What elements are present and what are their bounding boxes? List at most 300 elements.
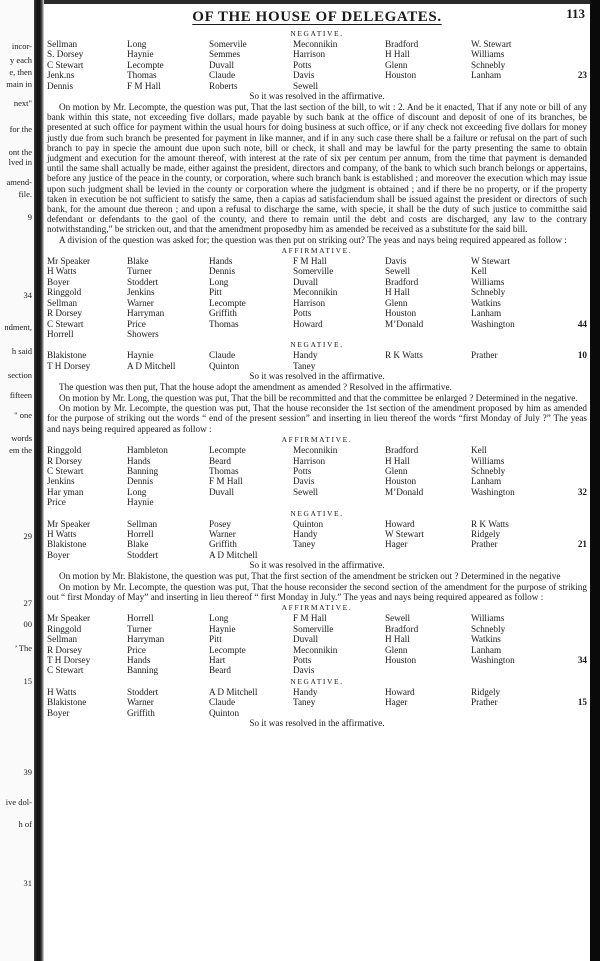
delegate-name: Showers — [127, 328, 159, 339]
running-header — [47, 6, 587, 28]
margin-fragment: next" — [13, 98, 32, 108]
delegate-name: Thomas — [209, 465, 239, 476]
vote-total — [561, 476, 587, 486]
delegate-name: Hager — [385, 697, 408, 708]
margin-fragment: 39 — [23, 767, 32, 777]
delegate-name: Sewell — [385, 266, 411, 277]
delegate-name: Hart — [209, 655, 226, 666]
delegate-name: Harrison — [293, 49, 326, 60]
delegate-name: Duvall — [209, 486, 235, 497]
delegate-name: Semmes — [209, 49, 241, 60]
delegate-name — [471, 497, 561, 507]
delegate-name: Davis — [293, 70, 315, 81]
vote-total: 10 — [577, 350, 587, 361]
page-number: 113 — [566, 6, 585, 21]
margin-fragment: 31 — [23, 878, 32, 888]
delegate-name: Hands — [127, 655, 151, 666]
delegate-name: A D Mitchell — [209, 549, 258, 560]
delegate-name: Lanham — [471, 644, 502, 655]
margin-fragment: ndment, — [4, 322, 32, 332]
margin-fragment: 27 — [23, 598, 32, 608]
delegate-name: R Dorsey — [47, 308, 82, 319]
motion-paragraph: On motion by Mr. Long, the question was put, That the bill be recommitted and that the committee be enlarged ? Determined in the negative. — [59, 392, 578, 403]
delegate-name: Howard — [293, 318, 323, 329]
motion-paragraph: On motion by Mr. Blakistone, the question was put, That the first section of the amendment be stricken out ? Determined in the negative — [59, 571, 561, 582]
delegate-name: Howard — [385, 518, 415, 529]
vote-result: So it was resolved in the affirmative. — [249, 91, 385, 102]
delegate-name: W Stewart — [471, 256, 510, 267]
delegate-name: R K Watts — [471, 518, 509, 529]
delegate-name: Hands — [209, 256, 233, 267]
vote-table — [47, 613, 587, 675]
vote-total — [561, 266, 587, 276]
previous-page-margin — [0, 0, 34, 961]
delegate-name: Haynie — [127, 49, 154, 60]
delegate-name: Howard — [385, 686, 415, 697]
delegate-name: Boyer — [47, 707, 70, 718]
delegate-name: Lecompte — [209, 644, 246, 655]
delegate-name: F M Hall — [293, 613, 327, 624]
delegate-name: Lanham — [471, 476, 502, 487]
vote-total — [561, 81, 587, 91]
delegate-name: Meconnikin — [293, 39, 338, 49]
vote-label: NEGATIVE. — [290, 508, 344, 518]
delegate-name: Lanham — [471, 308, 502, 319]
vote-total — [561, 277, 587, 287]
vote-block — [47, 340, 587, 382]
delegate-name: H Watts — [47, 529, 77, 540]
delegate-name: Handy — [293, 529, 318, 540]
delegate-name: Kell — [471, 445, 487, 456]
vote-total — [561, 613, 587, 623]
book-gutter-shadow — [34, 0, 44, 961]
delegate-name: Bradford — [385, 39, 419, 49]
delegate-name: F M Hall — [293, 256, 327, 267]
delegate-name: Glenn — [385, 465, 408, 476]
delegate-name: Griffith — [209, 539, 237, 550]
delegate-name: Handy — [293, 686, 318, 697]
delegate-name: Taney — [293, 360, 316, 371]
delegate-name: Griffith — [127, 707, 155, 718]
vote-table — [47, 445, 587, 507]
delegate-name: Mr Speaker — [47, 256, 91, 267]
vote-total — [561, 256, 587, 266]
delegate-name: Potts — [293, 59, 312, 70]
vote-total: 23 — [577, 70, 587, 81]
delegate-name: Haynie — [127, 497, 154, 508]
delegate-name: H Watts — [47, 686, 77, 697]
vote-table — [47, 350, 587, 371]
delegate-name: Lecompte — [127, 59, 164, 70]
delegate-name: Williams — [471, 49, 505, 60]
vote-result: So it was resolved in the affirmative. — [249, 560, 385, 571]
delegate-name — [385, 329, 471, 339]
vote-label: AFFIRMATIVE. — [281, 603, 353, 613]
delegate-name: Mr Speaker — [47, 613, 91, 624]
delegate-name: Meconnikin — [293, 287, 338, 298]
delegate-name: Somervile — [209, 39, 247, 49]
delegate-name: Warner — [127, 297, 154, 308]
delegate-name — [385, 81, 471, 91]
delegate-name: Banning — [127, 665, 159, 676]
vote-total — [561, 665, 587, 675]
delegate-name: Horrell — [127, 613, 154, 624]
scan-border — [590, 0, 600, 961]
delegate-name: Turner — [127, 623, 152, 634]
delegate-name: Roberts — [209, 80, 238, 91]
motion-paragraph: On motion by Mr. Lecompte, the question was put, That the last section of the bill, to wit : 2. And be it enacted, That if any note or bill of any bank within this state, not exceeding five dollars, made payable by such bank at the office of discount and deposit of one of its branches, be presented at such office for payment within the usual hours for doing business at such office, or if any check not exceeding five dollars for money justly due from such branch be presented for payment in like manner, and if in any such case there shall be a failure or refusal on the part of such branch to pay in specie the amount due upon such note, bill or check, it shall and may be lawful for the party presenting the same to obtain judgment and execution for the amount thereof, with interest at the rate of six per centum per annum, from the time that payment is demanded until the same shall actually be made, either against the president, directors and company, of the bank to which such branch belongs or appertains, before any justice of the peace in the county, or corporation, where such branch bank is established ; and moreover the execution which may issue upon such judgment shall be levied in the county or corporation where the judgment is obtained ; and if there be no property, or if the property taken in execution be not sufficient to satisfy the same, then a capias ad satisfaciendum shall be issued against the president or directors of such bank, for the amount due thereon ; and upon a refusal to discharge the same, with specie, it shall be the duty of such justice to committhe said defendant or defendants to the gaol of the county, and there to remain until the debt and costs are discharged, any law to the contrary notwithstanding,” be stricken out, and that the amendment proposedby him as amended be received as a substitute for the said bill. — [47, 102, 587, 235]
delegate-name: Claude — [209, 70, 236, 81]
delegate-name: Lecompte — [209, 297, 246, 308]
delegate-name: Harrison — [293, 455, 326, 466]
delegate-name: Stoddert — [127, 686, 159, 697]
delegate-name: F M Hall — [127, 80, 161, 91]
vote-total: 15 — [577, 697, 587, 708]
margin-fragment: y each — [10, 55, 32, 65]
delegate-name: Warner — [209, 529, 236, 540]
delegate-name: W. Stewart — [471, 39, 512, 49]
vote-total — [561, 687, 587, 697]
delegate-name: Jenk.ns — [47, 70, 75, 81]
delegate-name: Prather — [471, 697, 498, 708]
delegate-name: Quinton — [209, 360, 240, 371]
delegate-name: Long — [127, 486, 147, 497]
vote-total — [561, 645, 587, 655]
margin-fragment: em the — [9, 445, 32, 455]
vote-label: AFFIRMATIVE. — [281, 435, 353, 445]
vote-result: So it was resolved in the affirmative. — [249, 371, 385, 382]
delegate-name: Horrell — [47, 328, 74, 339]
delegate-name — [293, 497, 385, 507]
delegate-name: Blakistone — [47, 697, 87, 708]
delegate-name: Somerville — [293, 266, 334, 277]
delegate-name: H Hall — [385, 287, 410, 298]
vote-block — [47, 603, 587, 675]
delegate-name — [471, 665, 561, 675]
margin-fragment: lved in — [8, 157, 32, 167]
delegate-name: Ridgely — [471, 529, 501, 540]
delegate-name: Quinton — [209, 707, 240, 718]
vote-total — [561, 298, 587, 308]
vote-table — [47, 256, 587, 339]
vote-total — [561, 708, 587, 718]
delegate-name — [471, 81, 561, 91]
delegate-name: Sewell — [293, 80, 319, 91]
delegate-name: Hands — [127, 455, 151, 466]
delegate-name: Duvall — [209, 59, 235, 70]
delegate-name: Claude — [209, 350, 236, 361]
delegate-name: Sellman — [127, 518, 158, 529]
vote-total — [561, 456, 587, 466]
delegate-name: Blake — [127, 256, 149, 267]
delegate-name: Lecompte — [209, 445, 246, 456]
delegate-name: Thomas — [209, 318, 239, 329]
vote-result: So it was resolved in the affirmative. — [249, 718, 385, 729]
margin-fragment: words — [11, 433, 32, 443]
vote-total — [561, 49, 587, 59]
delegate-name: S. Dorsey — [47, 49, 84, 60]
page-top-edge — [44, 0, 590, 4]
delegate-name: H Hall — [385, 455, 410, 466]
delegate-name — [471, 329, 561, 339]
vote-total: 21 — [577, 539, 587, 550]
delegate-name: Williams — [471, 455, 505, 466]
delegate-name: Haynie — [127, 350, 154, 361]
delegate-name: Davis — [293, 476, 315, 487]
margin-fragment: h said — [11, 346, 32, 356]
delegate-name: W Stewart — [385, 529, 424, 540]
delegate-name: Bradford — [385, 276, 419, 287]
vote-total — [561, 529, 587, 539]
delegate-name: Schnebly — [471, 623, 506, 634]
delegate-name: Harrison — [293, 297, 326, 308]
vote-table — [47, 39, 587, 91]
delegate-name: C Stewart — [47, 318, 84, 329]
delegate-name: Sellman — [47, 634, 78, 645]
vote-total — [561, 445, 587, 455]
delegate-name: Watkins — [471, 297, 501, 308]
motion-paragraph: On motion by Mr. Lecompte, the question was put, That the house reconsider the 1st section of the amendment proposed by him as amended for the purpose of striking out the words “ end of the present session” and inserting in lieu thereof the words “first Monday of July ?” The yeas and nays being required appeared as follow : — [47, 402, 587, 434]
margin-fragment: fifteen — [9, 390, 32, 400]
delegate-name: Glenn — [385, 297, 408, 308]
vote-block — [47, 246, 587, 339]
margin-fragment: 15 — [23, 676, 32, 686]
margin-fragment: 9 — [27, 212, 32, 222]
delegate-name: Williams — [471, 613, 505, 624]
delegate-name: Davis — [385, 256, 407, 267]
delegate-name — [293, 329, 385, 339]
delegate-name: Stoddert — [127, 549, 159, 560]
vote-label: NEGATIVE. — [290, 340, 344, 350]
delegate-name: Bradford — [385, 445, 419, 456]
delegate-name: M’Donald — [385, 486, 424, 497]
margin-fragment: for the — [9, 124, 32, 134]
margin-fragment: amend- — [6, 177, 32, 187]
vote-block — [47, 509, 587, 572]
delegate-name: Washington — [471, 318, 515, 329]
vote-total: 32 — [577, 486, 587, 497]
delegate-name: Har yman — [47, 486, 84, 497]
margin-fragment: 29 — [23, 531, 32, 541]
delegate-name: Sewell — [385, 613, 411, 624]
delegate-name: Dennis — [209, 266, 236, 277]
delegate-name: Mr Speaker — [47, 518, 91, 529]
delegate-name: Washington — [471, 655, 515, 666]
delegate-name — [385, 361, 471, 371]
vote-total — [561, 497, 587, 507]
delegate-name — [209, 497, 293, 507]
delegate-name: Potts — [293, 655, 312, 666]
margin-fragment: 00 — [23, 619, 32, 629]
delegate-name: Stoddert — [127, 276, 159, 287]
motion-paragraph: The question was then put, That the house adopt the amendment as amended ? Resolved in the affirmative. — [59, 382, 452, 393]
delegate-name: H Hall — [385, 49, 410, 60]
delegate-name: Boyer — [47, 549, 70, 560]
vote-total — [561, 39, 587, 49]
delegate-name: Meconnikin — [293, 644, 338, 655]
delegate-name: Prather — [471, 539, 498, 550]
delegate-name: Hager — [385, 539, 408, 550]
delegate-name: A D Mitchell — [127, 360, 176, 371]
vote-total: 44 — [577, 318, 587, 329]
vote-total — [561, 308, 587, 318]
delegate-name: C Stewart — [47, 59, 84, 70]
delegate-name: Quinton — [293, 518, 324, 529]
delegate-name: Price — [47, 497, 66, 508]
margin-fragment: incor- — [11, 41, 32, 51]
delegate-name: Long — [209, 276, 229, 287]
page-title: OF THE HOUSE OF DELEGATES. — [192, 9, 442, 25]
delegate-name: Dennis — [127, 476, 154, 487]
delegate-name: Duvall — [293, 634, 319, 645]
delegate-name — [209, 329, 293, 339]
delegate-name: Thomas — [127, 70, 157, 81]
delegate-name: F M Hall — [209, 476, 243, 487]
margin-fragment: main in — [6, 79, 32, 89]
delegate-name: Ringgold — [47, 623, 82, 634]
vote-total: 34 — [577, 655, 587, 666]
delegate-name — [385, 708, 471, 718]
vote-table — [47, 519, 587, 561]
delegate-name: C Stewart — [47, 665, 84, 676]
delegate-name: Griffith — [209, 308, 237, 319]
vote-total — [561, 624, 587, 634]
vote-total — [561, 519, 587, 529]
delegate-name: Long — [127, 39, 147, 49]
delegate-name: Ringgold — [47, 445, 82, 456]
delegate-name: Blakistone — [47, 350, 87, 361]
delegate-name — [471, 550, 561, 560]
vote-total — [561, 361, 587, 371]
delegate-name: Blakistone — [47, 539, 87, 550]
delegate-name: Price — [127, 318, 146, 329]
vote-block — [47, 435, 587, 507]
delegate-name: H Hall — [385, 634, 410, 645]
delegate-name: Davis — [293, 665, 315, 676]
delegate-name: Potts — [293, 308, 312, 319]
delegate-name: Pitt — [209, 634, 222, 645]
delegate-name: Horrell — [127, 529, 154, 540]
delegate-name: Claude — [209, 697, 236, 708]
delegate-name: Ridgely — [471, 686, 501, 697]
delegate-name: Turner — [127, 266, 152, 277]
margin-fragment: file. — [18, 189, 32, 199]
delegate-name: Blake — [127, 539, 149, 550]
vote-label: NEGATIVE. — [290, 29, 344, 38]
delegate-name: Lanham — [471, 70, 502, 81]
delegate-name — [385, 665, 471, 675]
delegate-name — [471, 361, 561, 371]
vote-block — [47, 677, 587, 729]
delegate-name — [293, 708, 385, 718]
delegate-name: Schnebly — [471, 287, 506, 298]
delegate-name: T H Dorsey — [47, 655, 91, 666]
vote-total — [561, 329, 587, 339]
delegate-name: Posey — [209, 518, 231, 529]
delegate-name: C Stewart — [47, 465, 84, 476]
delegate-name: Boyer — [47, 276, 70, 287]
delegate-name: R Dorsey — [47, 455, 82, 466]
vote-block — [47, 29, 587, 102]
delegate-name: Potts — [293, 465, 312, 476]
delegate-name — [471, 708, 561, 718]
delegate-name: Hambleton — [127, 445, 168, 456]
delegate-name: Sellman — [47, 297, 78, 308]
delegate-name: Beard — [209, 665, 231, 676]
delegate-name: Williams — [471, 276, 505, 287]
delegate-name: Taney — [293, 539, 316, 550]
vote-total — [561, 466, 587, 476]
delegate-name: Schnebly — [471, 59, 506, 70]
delegate-name: Glenn — [385, 644, 408, 655]
delegate-name: Jenkins — [47, 476, 75, 487]
delegate-name: Duvall — [293, 276, 319, 287]
delegate-name: Ringgold — [47, 287, 82, 298]
delegate-name: Schnebly — [471, 465, 506, 476]
vote-total — [561, 60, 587, 70]
delegate-name: H Watts — [47, 266, 77, 277]
delegate-name: Harryman — [127, 634, 165, 645]
delegate-name: Kell — [471, 266, 487, 277]
vote-table — [47, 687, 587, 718]
vote-label: NEGATIVE. — [290, 676, 344, 686]
delegate-name: Handy — [293, 350, 318, 361]
delegate-name: T H Dorsey — [47, 360, 91, 371]
delegate-name: Haynie — [209, 623, 236, 634]
motion-paragraph: On motion by Mr. Lecompte, the question was put, That the house reconsider the second section of the amendment for the purpose of striking out “ first Monday of May” and inserting in lieu thereof “ first Monday in July.” The yeas and nays being required appeared as follow : — [47, 581, 587, 603]
delegate-name: Dennis — [47, 80, 74, 91]
delegate-name: Houston — [385, 476, 417, 487]
delegate-name — [293, 550, 385, 560]
delegate-name: Prather — [471, 350, 498, 361]
delegate-name: M’Donald — [385, 318, 424, 329]
delegate-name: Houston — [385, 308, 417, 319]
delegate-name: Meconnikin — [293, 445, 338, 456]
margin-fragment: e, then — [9, 67, 32, 77]
delegate-name: Banning — [127, 465, 159, 476]
delegate-name: Long — [209, 613, 229, 624]
delegate-name: Pitt — [209, 287, 222, 298]
delegate-name: Glenn — [385, 59, 408, 70]
margin-fragment: section — [7, 370, 32, 380]
margin-fragment: " one — [14, 410, 32, 420]
motion-paragraph: A division of the question was asked for; the question was then put on striking out? The yeas and nays being required appeared as follow : — [59, 234, 567, 245]
delegate-name — [385, 550, 471, 560]
delegate-name: Somerville — [293, 623, 334, 634]
delegate-name — [385, 497, 471, 507]
margin-fragment: 34 — [23, 290, 32, 300]
page-content — [47, 6, 587, 951]
vote-total — [561, 550, 587, 560]
margin-fragment: ont the — [8, 147, 32, 157]
vote-label: AFFIRMATIVE. — [281, 246, 353, 256]
delegate-name: Houston — [385, 70, 417, 81]
delegate-name: Warner — [127, 697, 154, 708]
margin-fragment: ive dol- — [5, 797, 32, 807]
delegate-name: Taney — [293, 697, 316, 708]
delegate-name: R Dorsey — [47, 644, 82, 655]
delegate-name: Watkins — [471, 634, 501, 645]
delegate-name: A D Mitchell — [209, 686, 258, 697]
delegate-name: Jenkins — [127, 287, 155, 298]
margin-fragment: h of — [18, 819, 32, 829]
delegate-name: Price — [127, 644, 146, 655]
margin-fragment: ’ The — [14, 643, 32, 653]
delegate-name: R K Watts — [385, 350, 423, 361]
delegate-name: Bradford — [385, 623, 419, 634]
delegate-name: Washington — [471, 486, 515, 497]
delegate-name: Sellman — [47, 39, 78, 49]
